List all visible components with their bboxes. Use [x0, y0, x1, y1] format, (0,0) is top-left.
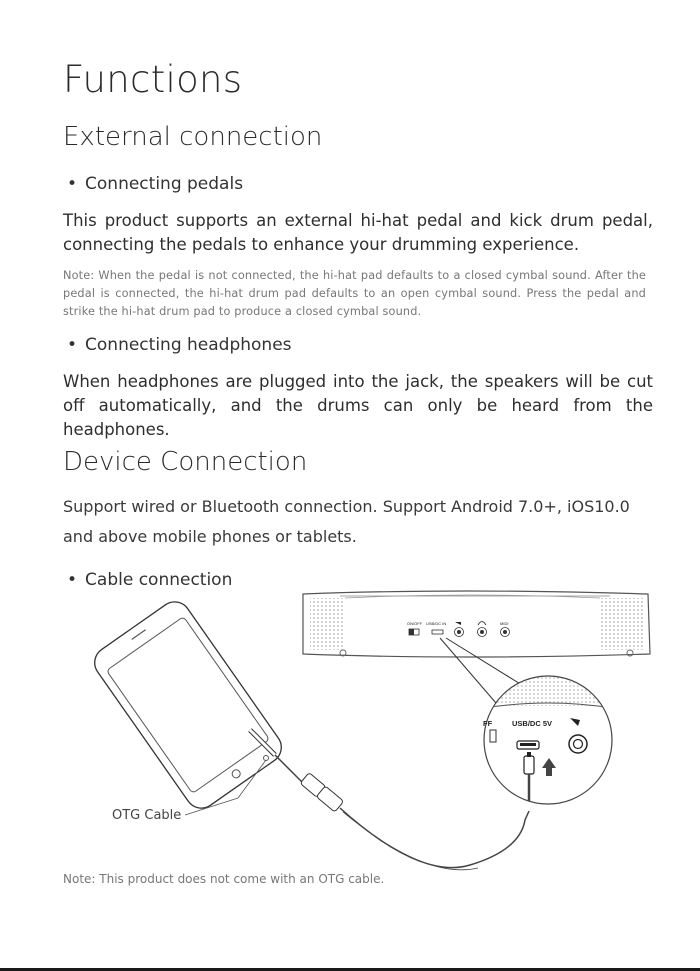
- otg-cable-label: OTG Cable: [112, 808, 182, 823]
- device-connection-heading: Device Connection: [63, 447, 308, 477]
- zoom-usb-dc-5v-label: USB/DC 5V: [512, 719, 553, 728]
- cable-connection-illustration: [0, 580, 700, 880]
- usb-dc-in-port-label: USB/DC IN: [426, 621, 447, 626]
- external-connection-heading: External connection: [63, 122, 323, 152]
- pedals-description: This product supports an external hi-hat pedal and kick drum pedal, connecting the pedals to enhance your drumming experience.: [63, 211, 653, 254]
- connecting-pedals-label: Connecting pedals: [85, 174, 244, 194]
- bullet-dot-icon: •: [67, 174, 78, 194]
- pedals-note: Note: When the pedal is not connected, the hi-hat pad defaults to a closed cymbal sound. After the pedal is connected, the hi-hat drum pad defaults to an open cymbal sound. Press the pedal and strike the hi-hat drum pad to produce a closed cymbal sound.: [63, 269, 646, 318]
- drum-unit-panel: [303, 591, 650, 657]
- midi-port-label: MIDI: [500, 621, 509, 626]
- device-connection-description: Support wired or Bluetooth connection. Support Android 7.0+, iOS10.0 and above mobile phones or tablets.: [63, 497, 630, 546]
- connecting-headphones-bullet: [67, 335, 292, 355]
- bullet-dot-icon: •: [67, 570, 78, 590]
- smartphone-illustration: [88, 596, 287, 815]
- onoff-port-label: ON/OFF: [407, 621, 423, 626]
- connecting-pedals-bullet: [67, 174, 243, 194]
- bullet-dot-icon: •: [67, 335, 78, 355]
- cable-connection-label: Cable connection: [85, 570, 233, 590]
- page-title: Functions: [63, 58, 243, 101]
- cable-note: Note: This product does not come with an OTG cable.: [63, 872, 385, 886]
- zoom-off-label: FF: [483, 719, 493, 728]
- connecting-headphones-label: Connecting headphones: [85, 335, 292, 355]
- headphones-description: When headphones are plugged into the jack, the speakers will be cut off automatically, and the drums can only be heard from the headphones.: [63, 372, 653, 439]
- usb-port-zoom: [483, 676, 612, 810]
